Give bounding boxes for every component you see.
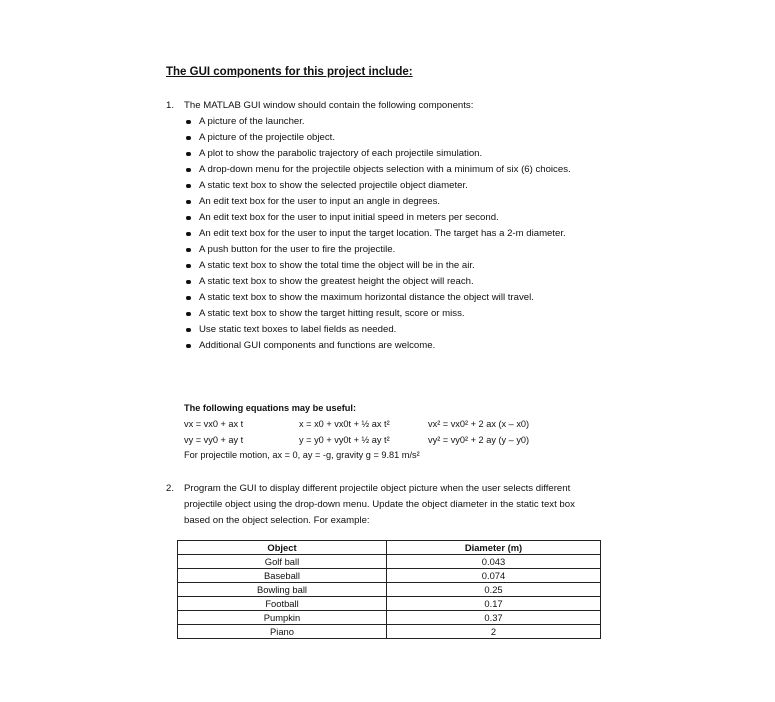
item-2-number: 2. [166,483,175,494]
table-row [178,625,601,639]
object-cell: Pumpkin [178,611,387,625]
list-item: An edit text box for the user to input initial speed in meters per second. [184,210,594,226]
item-2-text: Program the GUI to display different projectile object picture when the user selects different projectile object using the drop-down menu. Update the object diameter in the static text box based on the object selection. For example: [184,483,575,526]
list-item: A static text box to show the selected projectile object diameter. [184,178,594,194]
list-item: An edit text box for the user to input the target location. The target has a 2-m diameter. [184,226,594,242]
projectile-motion-note: For projectile motion, ax = 0, ay = -g, gravity g = 9.81 m/s² [184,450,420,460]
section-heading: The GUI components for this project include: [166,66,413,78]
diameter-table [177,540,601,639]
equation-x: x = x0 + vx0t + ½ ax t² [299,419,390,429]
list-item: A picture of the launcher. [184,114,594,130]
list-item: A push button for the user to fire the projectile. [184,242,594,258]
diameter-cell: 0.17 [387,597,601,611]
header-object: Object [178,541,387,555]
object-cell: Golf ball [178,555,387,569]
table-row [178,583,601,597]
object-cell: Piano [178,625,387,639]
item-1-number: 1. [166,100,175,111]
diameter-cell: 0.37 [387,611,601,625]
object-cell: Football [178,597,387,611]
table-row [178,611,601,625]
equation-vx-squared: vx² = vx0² + 2 ax (x – x0) [428,419,530,429]
table-header-row [178,541,601,555]
object-cell: Baseball [178,569,387,583]
diameter-cell: 2 [387,625,601,639]
diameter-cell: 0.25 [387,583,601,597]
list-item: A static text box to show the maximum horizontal distance the object will travel. [184,290,594,306]
equation-y: y = y0 + vy0t + ½ ay t² [299,435,390,445]
equation-vy-squared: vy² = vy0² + 2 ay (y – y0) [428,435,530,445]
diameter-cell: 0.043 [387,555,601,569]
list-item: A static text box to show the target hitting result, score or miss. [184,306,594,322]
item-1-text: The MATLAB GUI window should contain the following components: [184,100,474,111]
list-item: A plot to show the parabolic trajectory of each projectile simulation. [184,146,594,162]
list-item: Additional GUI components and functions are welcome. [184,338,594,354]
list-item: A picture of the projectile object. [184,130,594,146]
table-row [178,569,601,583]
equation-vy: vy = vy0 + ay t [184,435,244,445]
list-item: A static text box to show the total time the object will be in the air. [184,258,594,274]
list-item: A drop-down menu for the projectile objects selection with a minimum of six (6) choices. [184,162,594,178]
component-list [184,114,594,354]
object-cell: Bowling ball [178,583,387,597]
table-row [178,555,601,569]
equations-intro: The following equations may be useful: [184,403,357,413]
equation-vx: vx = vx0 + ax t [184,419,244,429]
list-item: A static text box to show the greatest height the object will reach. [184,274,594,290]
diameter-cell: 0.074 [387,569,601,583]
list-item: Use static text boxes to label fields as needed. [184,322,594,338]
header-diameter: Diameter (m) [387,541,601,555]
table-row [178,597,601,611]
list-item: An edit text box for the user to input an angle in degrees. [184,194,594,210]
